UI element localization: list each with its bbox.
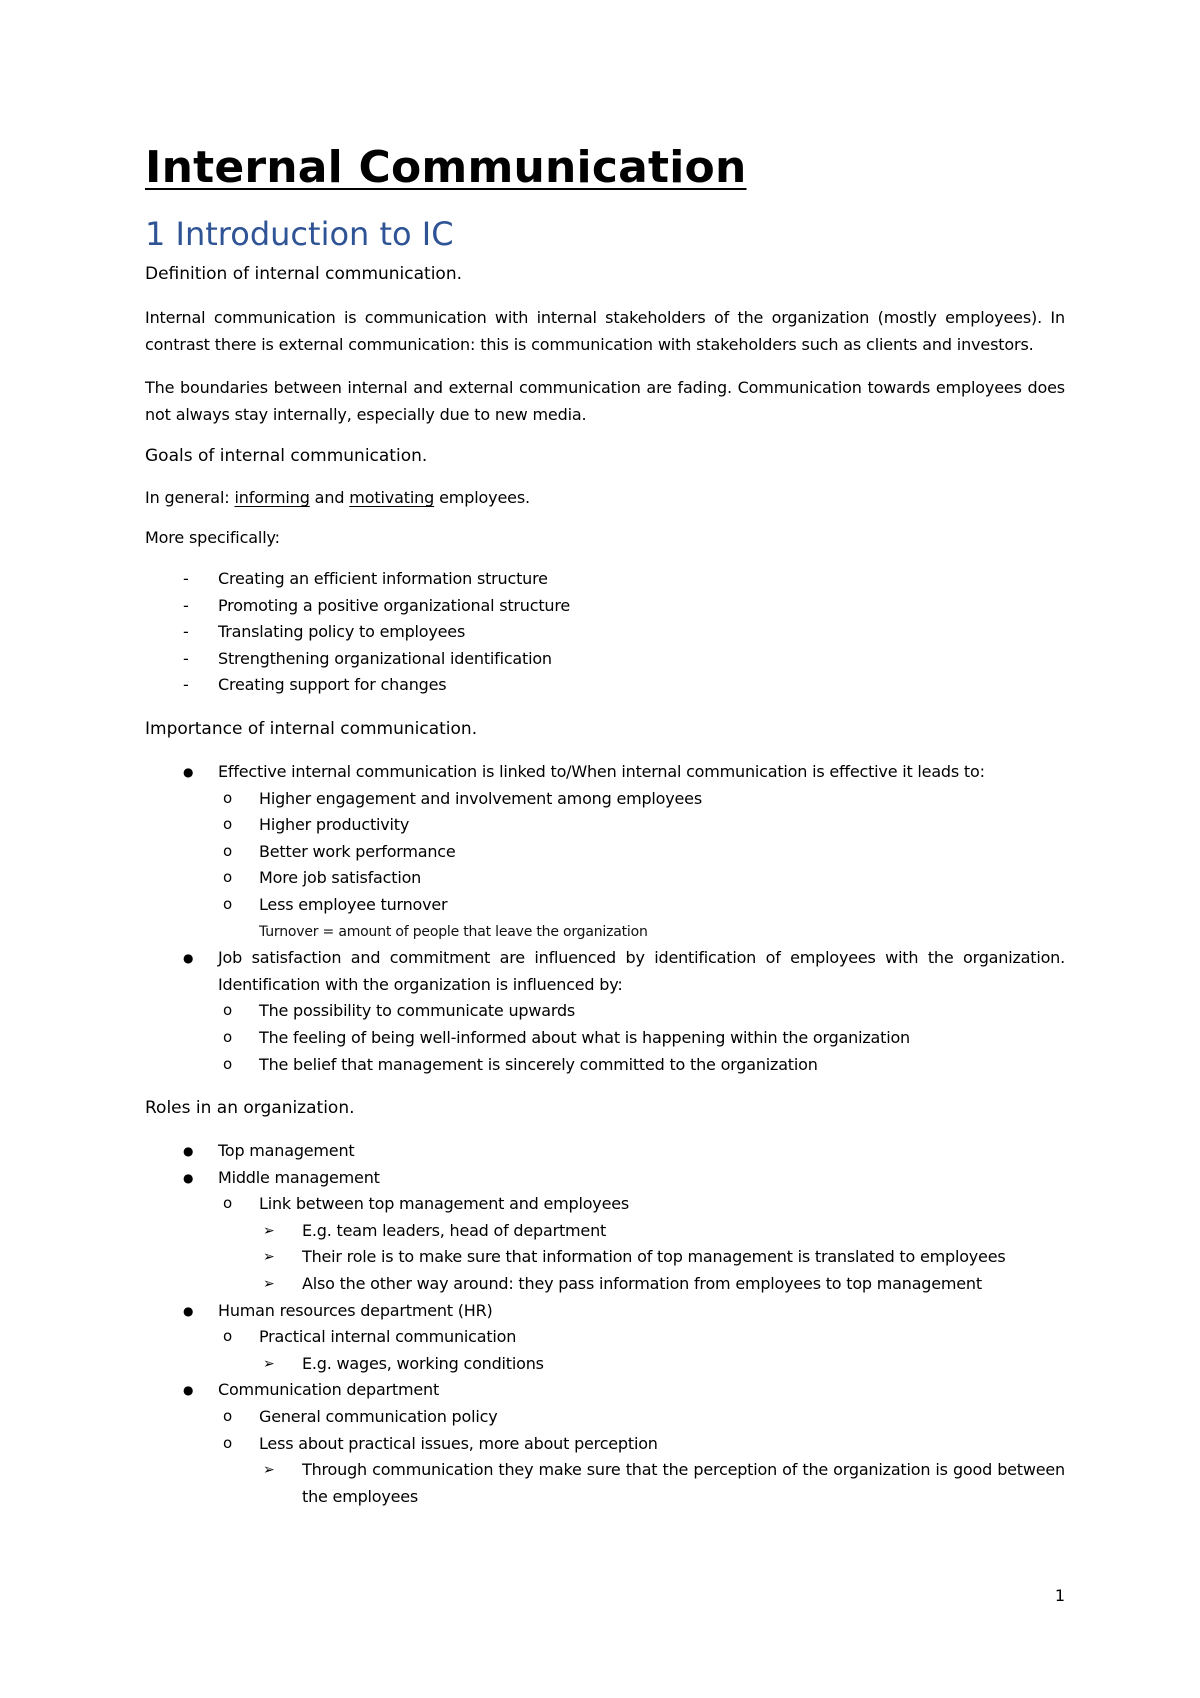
list-item-text: Practical internal communication <box>259 1327 517 1347</box>
circle-marker: o <box>223 1327 232 1346</box>
section-heading: 1 Introduction to IC <box>145 215 454 253</box>
bullet-marker: ● <box>183 951 194 966</box>
circle-marker: o <box>223 788 232 807</box>
circle-marker: o <box>223 1194 232 1213</box>
list-item <box>145 1404 1065 1431</box>
list-item-text: Less about practical issues, more about perception <box>259 1433 658 1453</box>
importance-heading: Importance of internal communication. <box>145 718 478 739</box>
arrow-marker-icon: ➢ <box>263 1462 275 1479</box>
goals-general <box>145 486 1065 510</box>
dash-marker: - <box>183 622 189 642</box>
list-item-text: Their role is to make sure that information of top management is translated to employees <box>302 1247 1006 1267</box>
definition-heading: Definition of internal communication. <box>145 264 463 284</box>
circle-marker: o <box>223 894 232 913</box>
list-item <box>145 759 1065 786</box>
list-item <box>145 1191 1065 1218</box>
goals-list <box>145 566 1065 699</box>
list-item-text: Job satisfaction and commitment are influenced by identification of employees with the organization. Identification with the organization is influenced by: <box>218 948 1065 994</box>
list-item-text: Higher engagement and involvement among employees <box>259 788 702 808</box>
importance-list <box>145 759 1065 1078</box>
list-item-text: Promoting a positive organizational structure <box>218 595 571 615</box>
list-item <box>145 865 1065 892</box>
list-item <box>145 619 1065 646</box>
list-item <box>145 672 1065 699</box>
bullet-marker: ● <box>183 1170 194 1185</box>
list-item <box>145 1138 1065 1165</box>
list-item-text: Middle management <box>218 1167 380 1187</box>
list-item-text: Better work performance <box>259 841 456 861</box>
list-item-text: Translating policy to employees <box>218 622 466 642</box>
list-item <box>145 593 1065 620</box>
goals-employees: employees. <box>434 488 530 507</box>
list-item <box>145 1165 1065 1192</box>
roles-heading: Roles in an organization. <box>145 1098 355 1119</box>
list-item <box>145 839 1065 866</box>
list-item <box>145 1298 1065 1325</box>
list-item <box>145 945 1065 998</box>
circle-marker: o <box>223 1027 232 1046</box>
list-item-text: The possibility to communicate upwards <box>259 1001 576 1021</box>
list-item-text: Less employee turnover <box>259 894 448 914</box>
document-body <box>145 140 1065 1528</box>
dash-marker: - <box>183 675 189 695</box>
dash-marker: - <box>183 569 189 588</box>
list-item <box>145 1377 1065 1404</box>
list-item <box>145 998 1065 1025</box>
list-item-text: More job satisfaction <box>259 868 422 888</box>
goals-motivating: motivating <box>349 488 435 507</box>
goals-informing: informing <box>234 488 310 507</box>
circle-marker: o <box>223 1433 232 1452</box>
list-item <box>145 1025 1065 1052</box>
list-item <box>145 812 1065 839</box>
circle-marker: o <box>223 1407 232 1426</box>
arrow-marker-icon: ➢ <box>263 1355 275 1372</box>
document-title: Internal Communication <box>145 142 747 193</box>
list-item-text: General communication policy <box>259 1407 498 1427</box>
list-item-text: Strengthening organizational identification <box>218 648 552 668</box>
circle-marker: o <box>223 868 232 887</box>
roles-list <box>145 1138 1065 1510</box>
turnover-note: Turnover = amount of people that leave the organization <box>259 923 648 940</box>
goals-and: and <box>309 488 350 507</box>
list-item-text: Link between top management and employees <box>259 1194 629 1214</box>
list-item-text: Creating support for changes <box>218 675 447 695</box>
bullet-marker: ● <box>183 1144 194 1159</box>
list-item <box>145 1052 1065 1079</box>
circle-marker: o <box>223 1001 232 1020</box>
page-number: 1 <box>1054 1586 1065 1605</box>
list-item-text: The belief that management is sincerely committed to the organization <box>259 1054 818 1074</box>
list-item-text: Communication department <box>218 1380 440 1400</box>
circle-marker: o <box>223 815 232 834</box>
list-item <box>145 1324 1065 1351</box>
list-item-text: Creating an efficient information structure <box>218 569 548 588</box>
goals-more-specifically: More specifically: <box>145 528 280 547</box>
list-item-text: Also the other way around: they pass information from employees to top management <box>302 1274 982 1294</box>
list-item-text: E.g. team leaders, head of department <box>302 1220 607 1240</box>
arrow-marker-icon: ➢ <box>263 1249 275 1266</box>
list-item <box>145 1431 1065 1458</box>
goals-heading: Goals of internal communication. <box>145 446 428 466</box>
circle-marker: o <box>223 1054 232 1073</box>
circle-marker: o <box>223 841 232 860</box>
definition-paragraph-2: The boundaries between internal and external communication are fading. Communication towards employees does not always stay internally, especially due to new media. <box>145 378 1065 424</box>
list-item <box>145 566 1065 593</box>
list-item-text: Human resources department (HR) <box>218 1300 493 1320</box>
list-item <box>145 1351 1065 1378</box>
bullet-marker: ● <box>183 764 194 779</box>
list-item <box>145 1457 1065 1510</box>
list-item <box>145 786 1065 813</box>
bullet-marker: ● <box>183 1383 194 1398</box>
arrow-marker-icon: ➢ <box>263 1276 275 1293</box>
list-item-text: Top management <box>218 1141 355 1161</box>
list-item <box>145 1218 1065 1245</box>
list-item <box>145 892 1065 919</box>
list-item-text: Higher productivity <box>259 815 410 835</box>
list-item <box>145 1244 1065 1271</box>
goals-general-prefix: In general: <box>145 488 235 507</box>
list-item <box>145 646 1065 673</box>
list-item-text: Effective internal communication is linked to/When internal communication is effective it leads to: <box>218 761 985 781</box>
dash-marker: - <box>183 595 189 615</box>
list-item <box>145 1271 1065 1298</box>
definition-paragraph-1: Internal communication is communication with internal stakeholders of the organization (mostly employees). In contrast there is external communication: this is communication with stakeholders such as clients and investors. <box>145 308 1065 354</box>
list-item-text: Through communication they make sure that the perception of the organization is good between the employees <box>302 1460 1065 1506</box>
list-item-text: E.g. wages, working conditions <box>302 1353 544 1373</box>
bullet-marker: ● <box>183 1303 194 1318</box>
list-item-text: The feeling of being well-informed about what is happening within the organization <box>259 1027 910 1047</box>
arrow-marker-icon: ➢ <box>263 1222 275 1239</box>
dash-marker: - <box>183 648 189 668</box>
